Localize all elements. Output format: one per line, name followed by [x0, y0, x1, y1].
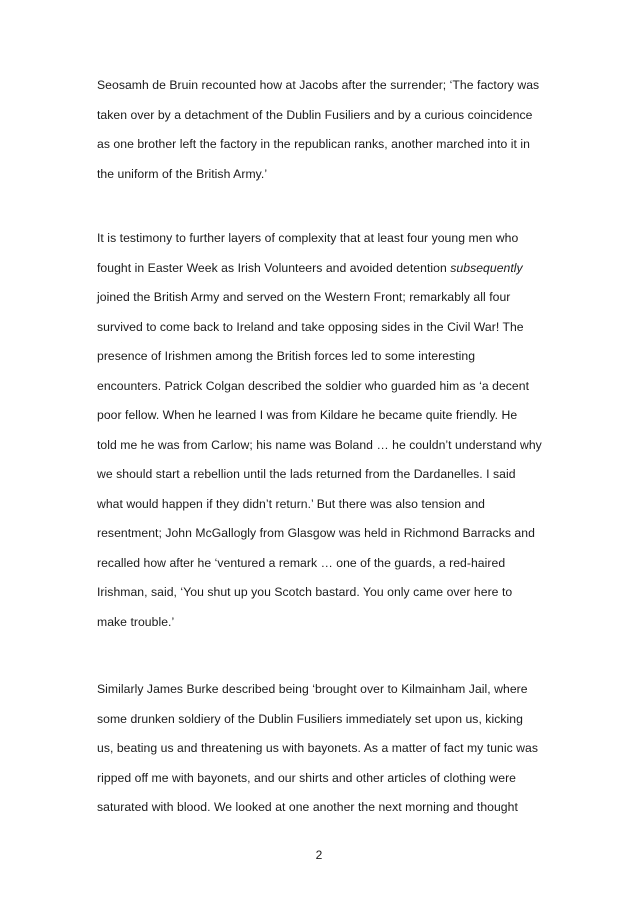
text-line: survived to come back to Ireland and take opposing sides in the Civil War! The: [97, 319, 524, 334]
text-line: poor fellow. When he learned I was from Kildare he became quite friendly. He: [97, 408, 518, 422]
text-line: told me he was from Carlow; his name was Boland … he couldn’t understand why: [97, 437, 542, 452]
text-line: what would happen if they didn’t return.’ But there was also tension and: [97, 496, 485, 511]
text-line: Similarly James Burke described being ‘brought over to Kilmainham Jail, where: [97, 682, 528, 696]
text-line: us, beating us and threatening us with bayonets. As a matter of fact my tunic was: [97, 741, 539, 755]
text-line: It is testimony to further layers of complexity that at least four young men who: [97, 231, 519, 245]
text-line: as one brother left the factory in the republican ranks, another marched into it in: [97, 137, 530, 151]
text-line: Irishman, said, ‘You shut up you Scotch bastard. You only came over here to: [97, 585, 513, 599]
paragraph-2: [97, 224, 547, 637]
text-line: the uniform of the British Army.’: [97, 166, 268, 181]
text-line: recalled how after he ‘ventured a remark … one of the guards, a red-haired: [97, 555, 506, 570]
page-number: 2: [315, 848, 323, 862]
text-line: some drunken soldiery of the Dublin Fusiliers immediately set upon us, kicking: [97, 711, 523, 726]
text-line: encounters. Patrick Colgan described the soldier who guarded him as ‘a decent: [97, 378, 530, 393]
text-line: Seosamh de Bruin recounted how at Jacobs after the surrender; ‘The factory was: [97, 78, 540, 92]
paragraph-1: [97, 71, 547, 189]
italic-word: subsequently: [450, 260, 523, 275]
text-line: presence of Irishmen among the British forces led to some interesting: [97, 349, 476, 363]
text-segment: fought in Easter Week as Irish Volunteers and avoided detention: [97, 260, 447, 275]
text-line: make trouble.’: [97, 614, 175, 629]
text-line: we should start a rebellion until the lads returned from the Dardanelles. I said: [97, 467, 516, 481]
text-line: ripped off me with bayonets, and our shirts and other articles of clothing were: [97, 770, 517, 785]
text-line: resentment; John McGallogly from Glasgow was held in Richmond Barracks and: [97, 526, 535, 540]
text-line: saturated with blood. We looked at one another the next morning and thought: [97, 800, 518, 814]
text-line: taken over by a detachment of the Dublin Fusiliers and by a curious coincidence: [97, 107, 533, 122]
text-line: joined the British Army and served on the Western Front; remarkably all four: [97, 290, 511, 304]
paragraph-3: [97, 675, 547, 823]
text-line: [97, 254, 547, 284]
